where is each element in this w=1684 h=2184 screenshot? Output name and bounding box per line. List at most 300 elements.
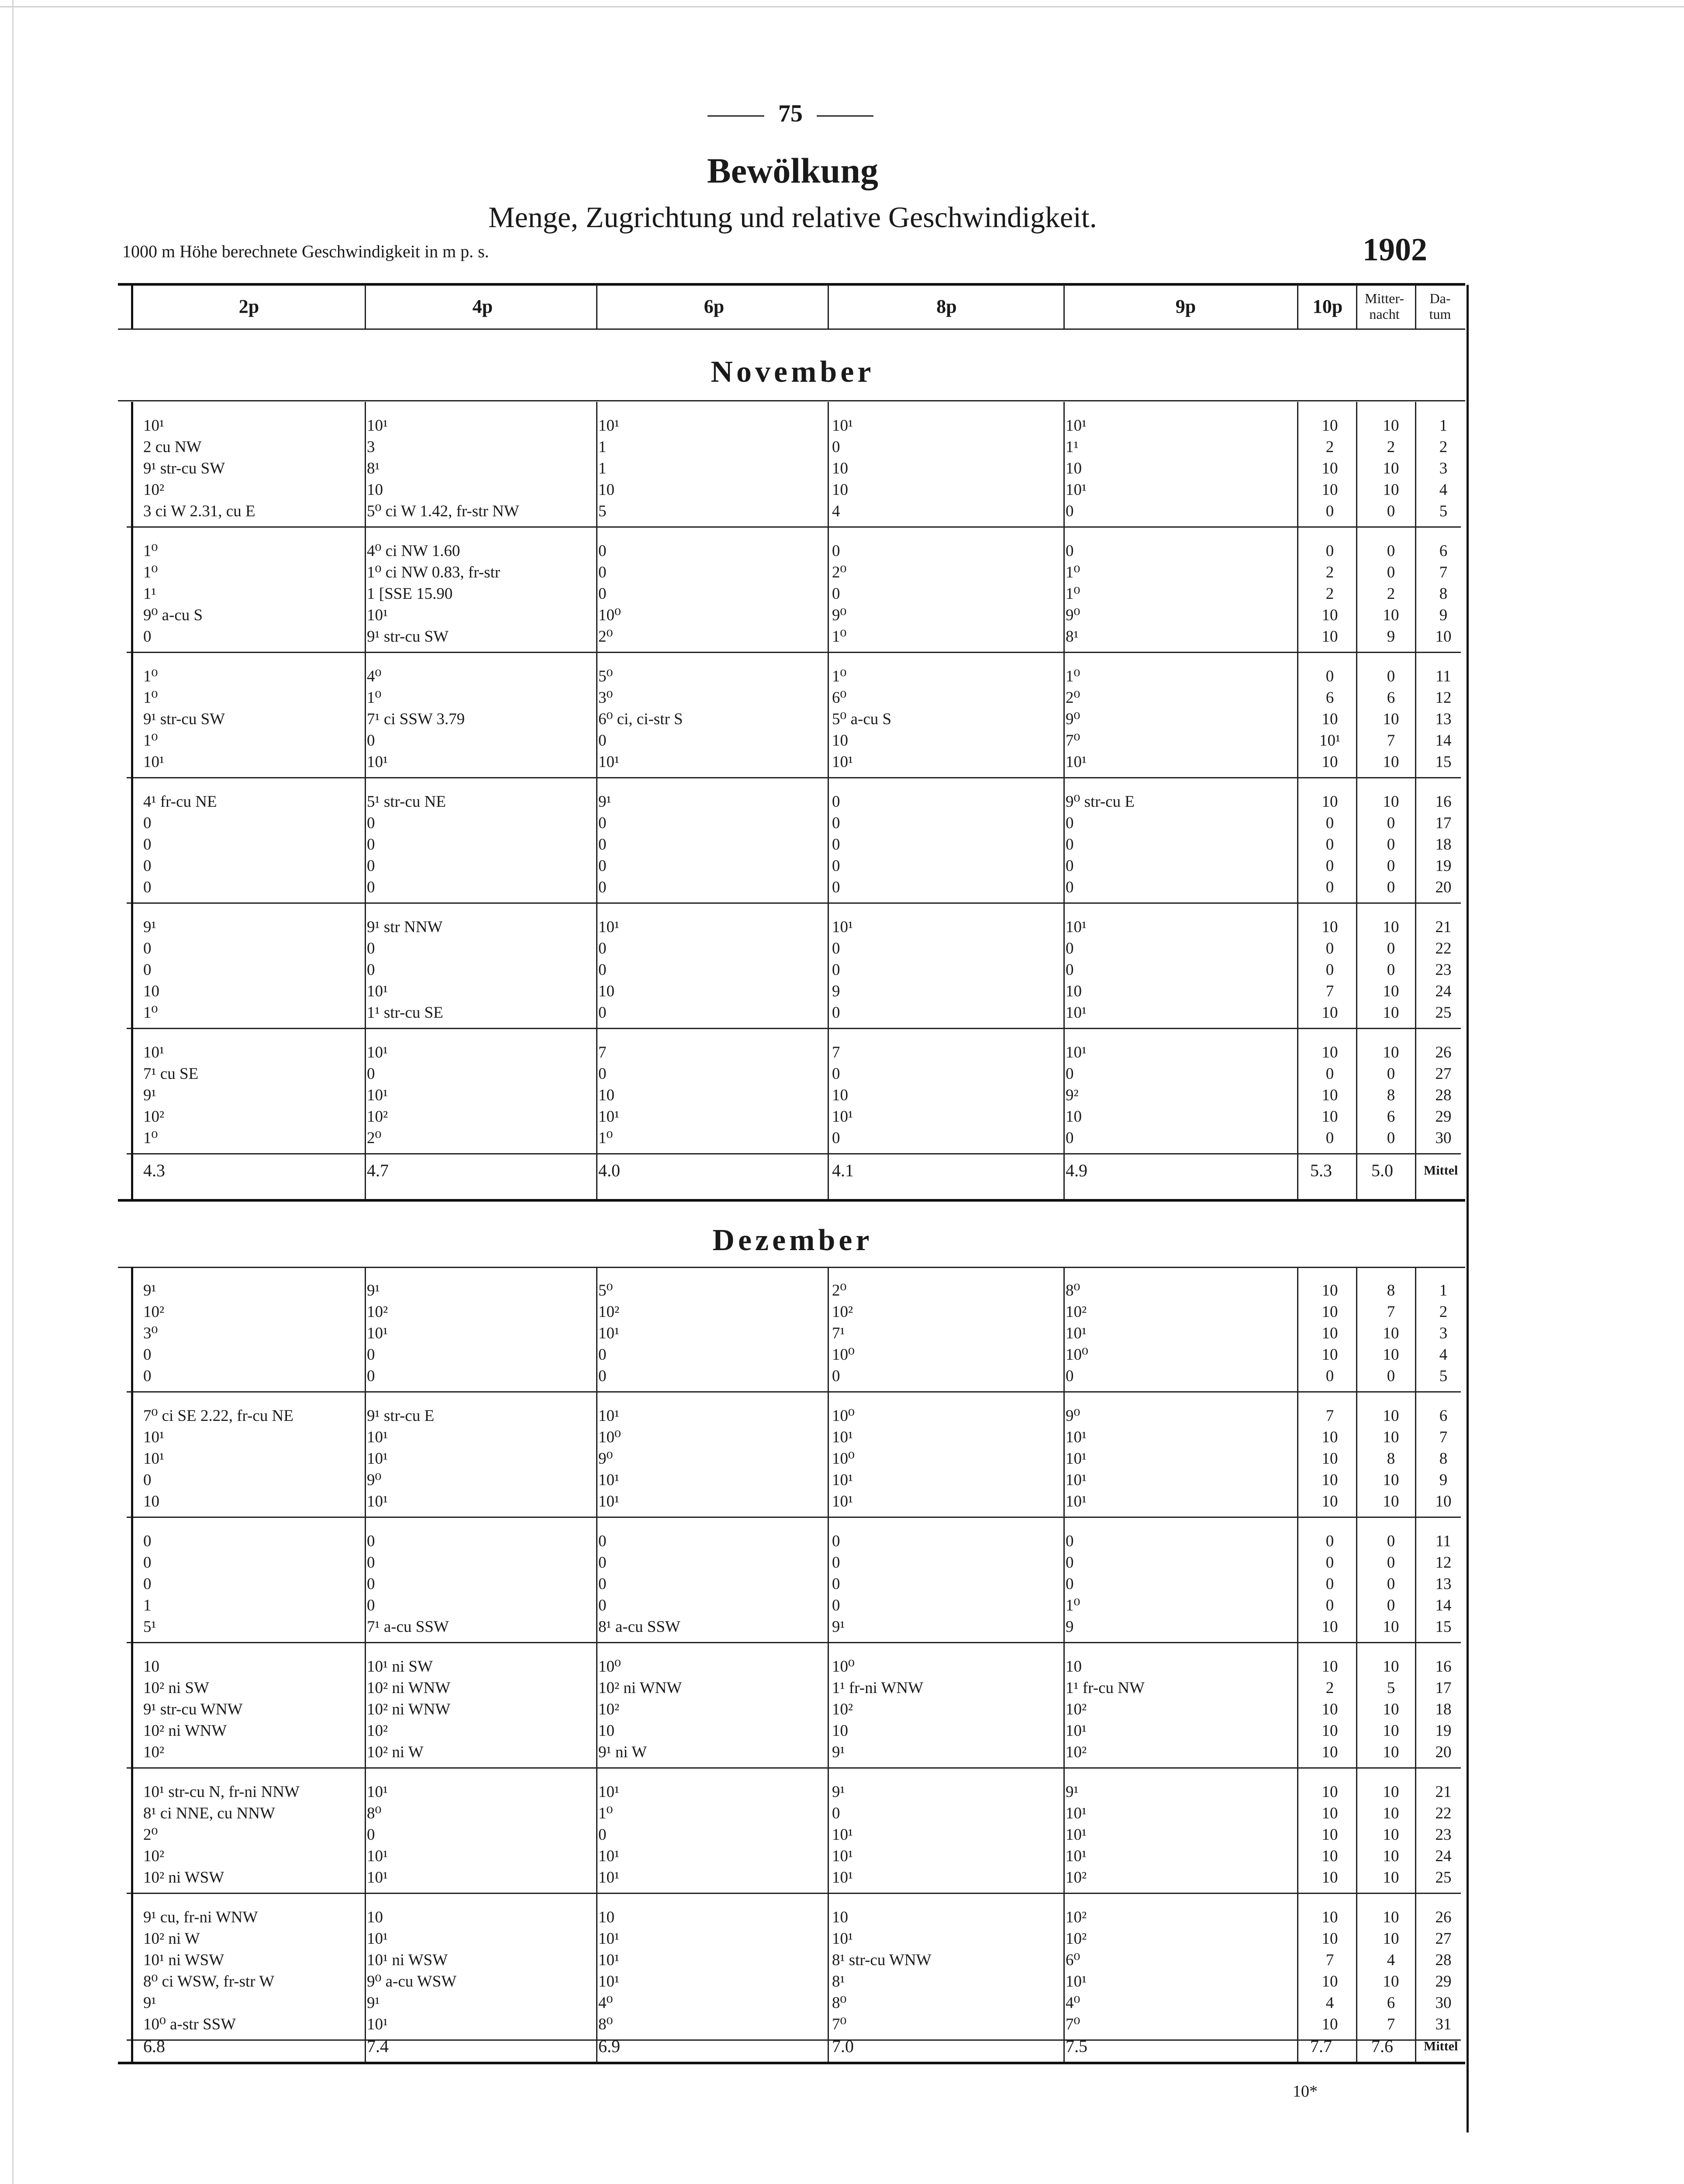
table-cell: 7 — [1325, 982, 1334, 1000]
group-rule — [127, 777, 1461, 778]
table-cell: 10 — [1383, 1847, 1399, 1865]
table-cell: 3⁰ — [598, 689, 613, 707]
table-cell: 2 — [1325, 563, 1334, 581]
table-cell: 10¹ — [598, 1847, 620, 1865]
date-cell: 11 — [1436, 1532, 1451, 1550]
table-cell: 10⁰ — [1066, 1346, 1088, 1364]
table-cell: 5 — [1387, 1679, 1395, 1697]
table-row — [131, 916, 1461, 938]
table-cell: 3 — [367, 438, 375, 456]
table-cell: 9² — [1066, 1086, 1079, 1104]
table-cell: 4⁰ — [598, 1994, 613, 2012]
table-cell: 10² — [143, 1743, 165, 1761]
table-cell: 0 — [598, 1826, 607, 1844]
table-cell: 7¹ ci SSW 3.79 — [367, 710, 465, 728]
table-cell: 10¹ — [143, 1044, 165, 1061]
table-cell: 10 — [832, 732, 848, 750]
table-cell: 10¹ — [367, 1847, 388, 1865]
table-cell: 0 — [143, 836, 152, 854]
table-cell: 1¹ str-cu SE — [367, 1004, 443, 1022]
table-row — [131, 1845, 1461, 1867]
table-cell: 10 — [1383, 1722, 1399, 1740]
table-cell: 9¹ — [598, 793, 611, 811]
page-title: Bewölkung — [707, 151, 878, 190]
table-cell: 1⁰ — [1066, 563, 1080, 581]
table-cell: 0 — [1066, 1065, 1074, 1083]
header-sep — [1297, 285, 1298, 328]
mean-value: 5.0 — [1371, 1161, 1393, 1180]
table-cell: 10 — [1322, 2015, 1338, 2033]
header-sep — [365, 285, 366, 328]
table-cell: 0 — [832, 1532, 840, 1550]
date-cell: 28 — [1435, 1086, 1452, 1104]
table-cell: 1⁰ — [1066, 667, 1080, 685]
table-row — [131, 877, 1461, 898]
table-cell: 10 — [1066, 1108, 1082, 1126]
table-cell: 3 ci W 2.31, cu E — [143, 502, 255, 520]
table-cell: 10¹ — [598, 753, 620, 771]
table-cell: 10¹ — [1066, 1324, 1087, 1342]
col-header-4p: 4p — [472, 295, 493, 317]
date-cell: 15 — [1435, 1618, 1452, 1636]
table-cell: 10¹ — [598, 1108, 620, 1126]
table-cell: 0 — [832, 438, 840, 456]
table-cell: 1⁰ — [1066, 1597, 1080, 1614]
table-cell: 10¹ — [1066, 417, 1087, 435]
table-cell: 0 — [1325, 542, 1334, 560]
table-row — [131, 1365, 1461, 1387]
date-cell: 5 — [1439, 1367, 1448, 1385]
table-cell: 1⁰ — [143, 542, 158, 560]
table-row — [131, 1552, 1461, 1573]
date-cell: 1 — [1439, 1282, 1448, 1299]
table-cell: 10¹ — [367, 417, 388, 435]
table-cell: 10 — [1383, 460, 1399, 477]
table-cell: 0 — [1325, 940, 1334, 957]
table-cell: 2⁰ — [598, 628, 613, 646]
table-cell: 10 — [1322, 460, 1338, 477]
table-cell: 9¹ — [1066, 1783, 1079, 1801]
table-cell: 9⁰ — [832, 606, 847, 624]
table-cell: 0 — [598, 814, 607, 832]
table-cell: 8¹ a-cu SSW — [598, 1618, 680, 1636]
table-cell: 4 — [832, 502, 840, 520]
month-top-rule — [118, 400, 1465, 401]
table-cell: 10 — [1322, 628, 1338, 646]
table-cell: 0 — [1325, 1065, 1334, 1083]
date-cell: 20 — [1435, 1743, 1452, 1761]
table-cell: 8¹ — [1066, 628, 1079, 646]
table-cell: 10¹ — [367, 1869, 388, 1887]
table-cell: 9⁰ — [367, 1471, 382, 1489]
table-cell: 0 — [1066, 857, 1074, 875]
table-cell: 10¹ — [143, 1428, 165, 1446]
column-rule — [1063, 402, 1065, 1199]
table-cell: 10¹ — [1066, 1004, 1087, 1022]
table-cell: 0 — [832, 1575, 840, 1593]
table-cell: 0 — [832, 836, 840, 854]
table-cell: 10 — [1322, 1346, 1338, 1364]
table-cell: 9¹ — [143, 1086, 156, 1104]
table-cell: 10¹ — [832, 1930, 853, 1948]
table-row — [131, 1907, 1461, 1928]
table-cell: 0 — [832, 857, 840, 875]
table-cell: 7 — [832, 1044, 840, 1061]
table-cell: 10⁰ — [598, 1428, 621, 1446]
table-cell: 0 — [143, 628, 152, 646]
date-cell: 8 — [1439, 1450, 1448, 1468]
table-cell: 0 — [598, 1532, 607, 1550]
table-cell: 9¹ — [367, 1994, 380, 2012]
table-cell: 10 — [1322, 606, 1338, 624]
table-cell: 10² — [1066, 1743, 1087, 1761]
table-cell: 10¹ — [1066, 1804, 1087, 1822]
table-cell: 10 — [367, 481, 383, 499]
table-cell: 0 — [143, 1471, 152, 1489]
table-cell: 7 — [1325, 1407, 1334, 1425]
table-cell: 10² — [367, 1722, 388, 1740]
table-cell: 4 — [1325, 1994, 1334, 2012]
table-cell: 10² — [367, 1108, 388, 1126]
table-cell: 10 — [1066, 460, 1082, 477]
day-group — [131, 791, 1461, 898]
date-cell: 28 — [1435, 1951, 1452, 1969]
month-top-rule — [118, 1267, 1465, 1268]
mean-row — [131, 1158, 1461, 1184]
table-cell: 9¹ — [832, 1783, 845, 1801]
table-cell: 10 — [1383, 1428, 1399, 1446]
date-cell: 3 — [1439, 1324, 1448, 1342]
table-cell: 0 — [598, 961, 607, 979]
table-row — [131, 730, 1461, 751]
col-header-midnight-2: nacht — [1369, 306, 1400, 322]
column-rule — [131, 1267, 133, 2062]
table-cell: 0 — [1066, 878, 1074, 896]
table-cell: 2 — [1325, 1679, 1334, 1697]
table-cell: 10² — [1066, 1869, 1087, 1887]
table-cell: 10¹ — [367, 1783, 388, 1801]
table-cell: 8⁰ — [367, 1804, 382, 1822]
column-rule — [596, 402, 597, 1199]
table-cell: 0 — [1066, 1532, 1074, 1550]
table-cell: 10 — [1383, 1658, 1399, 1676]
date-cell: 9 — [1439, 1471, 1448, 1489]
table-cell: 0 — [367, 1597, 375, 1614]
table-cell: 10 — [1322, 1658, 1338, 1676]
table-cell: 10² — [143, 1303, 165, 1321]
table-cell: 7⁰ — [832, 2015, 847, 2033]
table-cell: 10 — [1383, 1783, 1399, 1801]
day-group — [131, 1531, 1461, 1638]
table-row — [131, 1656, 1461, 1677]
table-cell: 9¹ — [367, 1282, 380, 1299]
table-cell: 4 — [1387, 1951, 1395, 1969]
table-cell: 10 — [143, 1658, 159, 1676]
table-cell: 10¹ — [1066, 1450, 1087, 1468]
table-cell: 6 — [1387, 1994, 1395, 2012]
table-cell: 10¹ — [832, 1826, 853, 1844]
table-cell: 10² ni WNW — [143, 1722, 227, 1740]
date-cell: 27 — [1435, 1930, 1452, 1948]
table-cell: 7¹ — [832, 1324, 845, 1342]
table-cell: 0 — [143, 940, 152, 957]
table-cell: 0 — [1066, 1367, 1074, 1385]
date-cell: 22 — [1435, 1804, 1452, 1822]
table-cell: 7⁰ — [1066, 732, 1080, 750]
group-rule — [127, 1028, 1461, 1029]
table-cell: 0 — [1325, 1554, 1334, 1572]
table-cell: 10² ni WSW — [143, 1869, 224, 1887]
column-rule — [1415, 402, 1416, 1199]
date-cell: 21 — [1435, 918, 1452, 936]
table-row — [131, 1127, 1461, 1149]
table-cell: 1⁰ — [143, 1129, 158, 1147]
table-row — [131, 1781, 1461, 1803]
col-header-date-2: tum — [1429, 306, 1451, 322]
table-row — [131, 1063, 1461, 1085]
table-cell: 10² — [367, 1303, 388, 1321]
table-cell: 1⁰ — [143, 563, 158, 581]
table-cell: 10 — [1322, 1303, 1338, 1321]
col-header-6p: 6p — [704, 295, 725, 317]
table-cell: 10 — [1383, 918, 1399, 936]
table-cell: 8⁰ — [1066, 1282, 1080, 1299]
table-cell: 0 — [367, 732, 375, 750]
table-cell: 10² — [832, 1700, 853, 1718]
table-row — [131, 708, 1461, 730]
table-cell: 0 — [1325, 857, 1334, 875]
table-cell: 0 — [143, 878, 152, 896]
table-cell: 9⁰ — [1066, 1407, 1080, 1425]
table-cell: 0 — [598, 1597, 607, 1614]
column-rule — [1356, 1267, 1357, 2062]
table-cell: 4⁰ ci NW 1.60 — [367, 542, 460, 560]
table-cell: 0 — [1387, 1367, 1395, 1385]
table-cell: 9¹ str-cu E — [367, 1407, 435, 1425]
table-cell: 9 — [832, 982, 840, 1000]
table-cell: 10 — [1383, 1346, 1399, 1364]
table-cell: 10¹ — [832, 1108, 853, 1126]
table-cell: 10 — [1383, 1930, 1399, 1948]
table-cell: 0 — [598, 836, 607, 854]
table-row — [131, 1949, 1461, 1971]
date-cell: 14 — [1435, 1597, 1452, 1614]
table-cell: 10 — [1322, 1044, 1338, 1061]
table-cell: 10¹ — [598, 1930, 620, 1948]
table-cell: 10 — [1322, 793, 1338, 811]
table-cell: 0 — [1066, 1575, 1074, 1593]
date-cell: 10 — [1435, 628, 1452, 646]
table-cell: 10¹ — [1066, 1847, 1087, 1865]
table-cell: 10¹ — [1066, 481, 1087, 499]
table-cell: 10 — [1383, 1618, 1399, 1636]
header-sep — [1415, 285, 1416, 328]
table-cell: 10² ni WNW — [367, 1700, 451, 1718]
mean-row — [131, 2033, 1461, 2060]
table-cell: 0 — [1387, 502, 1395, 520]
table-row — [131, 1971, 1461, 1992]
table-cell: 9⁰ — [598, 1450, 613, 1468]
table-cell: 10¹ — [832, 1428, 853, 1446]
table-cell: 10² — [598, 1303, 620, 1321]
table-cell: 5⁰ a-cu S — [832, 710, 892, 728]
table-cell: 10² — [1066, 1908, 1087, 1926]
table-cell: 10 — [1322, 1722, 1338, 1740]
table-cell: 8 — [1387, 1086, 1395, 1104]
table-cell: 10 — [1322, 1930, 1338, 1948]
table-cell: 0 — [598, 732, 607, 750]
page-number-text: 75 — [778, 100, 803, 127]
table-cell: 2⁰ — [832, 563, 847, 581]
table-cell: 10² ni W — [367, 1743, 424, 1761]
date-cell: 18 — [1435, 1700, 1452, 1718]
table-cell: 0 — [598, 1004, 607, 1022]
mean-value: 7.6 — [1371, 2036, 1393, 2056]
table-cell: 10¹ — [832, 918, 853, 936]
table-row — [131, 1448, 1461, 1469]
table-cell: 0 — [367, 814, 375, 832]
table-cell: 5¹ — [143, 1618, 156, 1636]
table-cell: 8¹ ci NNE, cu NNW — [143, 1804, 275, 1822]
table-cell: 10 — [1322, 918, 1338, 936]
table-cell: 0 — [143, 814, 152, 832]
table-row — [131, 1720, 1461, 1742]
group-rule — [127, 652, 1461, 653]
table-row — [131, 415, 1461, 436]
table-cell: 8 — [1387, 1282, 1395, 1299]
date-cell: 14 — [1435, 732, 1452, 750]
table-cell: 2 — [1387, 438, 1395, 456]
date-cell: 11 — [1436, 667, 1451, 685]
table-cell: 10¹ — [367, 982, 388, 1000]
table-cell: 9 — [1066, 1618, 1074, 1636]
table-cell: 7¹ a-cu SSW — [367, 1618, 449, 1636]
table-cell: 10¹ — [598, 1951, 620, 1969]
table-row — [131, 1301, 1461, 1323]
date-cell: 23 — [1435, 961, 1452, 979]
mean-value: 7.7 — [1310, 2036, 1332, 2056]
table-cell: 1⁰ — [143, 1004, 158, 1022]
table-row — [131, 1803, 1461, 1824]
group-rule — [127, 1893, 1461, 1894]
date-cell: 26 — [1435, 1044, 1452, 1061]
table-row — [131, 1992, 1461, 2014]
table-cell: 10¹ — [1066, 1973, 1087, 1990]
table-cell: 10 — [1322, 1783, 1338, 1801]
table-cell: 10¹ — [832, 417, 853, 435]
table-row — [131, 1491, 1461, 1512]
column-rule — [828, 1267, 829, 2062]
date-cell: 22 — [1435, 940, 1452, 957]
table-cell: 10 — [1383, 1471, 1399, 1489]
table-cell: 1⁰ — [832, 628, 847, 646]
table-cell: 10 — [1322, 1618, 1338, 1636]
table-row — [131, 2014, 1461, 2035]
table-cell: 10 — [1383, 1973, 1399, 1990]
table-cell: 0 — [1325, 1532, 1334, 1550]
table-cell: 10¹ — [598, 1324, 620, 1342]
table-cell: 0 — [1325, 1575, 1334, 1593]
table-cell: 10 — [1383, 481, 1399, 499]
table-cell: 7 — [1387, 2015, 1395, 2033]
table-cell: 8 — [1387, 1450, 1395, 1468]
table-cell: 3⁰ — [143, 1324, 158, 1342]
table-cell: 10¹ — [832, 1471, 853, 1489]
table-cell: 10 — [1322, 1493, 1338, 1510]
table-cell: 10¹ — [598, 1493, 620, 1510]
table-cell: 0 — [1387, 1597, 1395, 1614]
table-cell: 10 — [1383, 982, 1399, 1000]
table-cell: 9¹ ni W — [598, 1743, 647, 1761]
table-cell: 0 — [832, 1065, 840, 1083]
table-cell: 0 — [143, 1575, 152, 1593]
right-border-rule — [1467, 285, 1469, 2132]
date-cell: 18 — [1435, 836, 1452, 854]
date-cell: 4 — [1439, 1346, 1448, 1364]
date-cell: 27 — [1435, 1065, 1452, 1083]
group-rule — [127, 526, 1461, 528]
table-cell: 10 — [1383, 1004, 1399, 1022]
table-cell: 10 — [1383, 1826, 1399, 1844]
table-cell: 10 — [1322, 1282, 1338, 1299]
table-cell: 9¹ cu, fr-ni WNW — [143, 1908, 258, 1926]
table-cell: 0 — [832, 793, 840, 811]
table-cell: 5¹ str-cu NE — [367, 793, 446, 811]
table-cell: 0 — [367, 878, 375, 896]
table-cell: 5⁰ ci W 1.42, fr-str NW — [367, 502, 519, 520]
table-cell: 1¹ — [143, 585, 156, 603]
table-cell: 10² — [1066, 1303, 1087, 1321]
date-cell: 17 — [1435, 814, 1452, 832]
col-header-8p: 8p — [936, 295, 957, 317]
table-cell: 10 — [1066, 1658, 1082, 1676]
table-cell: 0 — [598, 1367, 607, 1385]
table-cell: 10¹ — [367, 1930, 388, 1948]
table-cell: 10¹ — [367, 1428, 388, 1446]
column-rule — [365, 402, 366, 1199]
mean-value: 4.0 — [598, 1161, 620, 1180]
table-cell: 0 — [367, 836, 375, 854]
column-rule — [596, 1267, 597, 2062]
table-cell: 10¹ — [832, 1493, 853, 1510]
table-cell: 0 — [1066, 502, 1074, 520]
date-cell: 12 — [1435, 689, 1452, 707]
table-cell: 0 — [1387, 961, 1395, 979]
table-cell: 10¹ — [598, 918, 620, 936]
date-cell: 2 — [1439, 438, 1448, 456]
date-cell: 20 — [1435, 878, 1452, 896]
table-cell: 10² — [143, 481, 165, 499]
page-subtitle: Menge, Zugrichtung und relative Geschwindigkeit. — [488, 200, 1097, 234]
table-cell: 4⁰ — [367, 667, 382, 685]
table-cell: 0 — [143, 1554, 152, 1572]
table-cell: 0 — [1325, 667, 1334, 685]
table-cell: 1⁰ — [367, 689, 382, 707]
column-rule — [1415, 1267, 1416, 2062]
table-cell: 1 — [598, 438, 607, 456]
mean-value: 6.9 — [598, 2036, 620, 2056]
header-left-rule — [131, 285, 133, 328]
table-cell: 10¹ — [367, 1493, 388, 1510]
table-cell: 1⁰ — [143, 667, 158, 685]
table-cell: 10¹ — [1066, 1471, 1087, 1489]
date-cell: 25 — [1435, 1004, 1452, 1022]
table-cell: 0 — [367, 1826, 375, 1844]
table-cell: 10 — [832, 460, 848, 477]
table-cell: 10 — [1322, 481, 1338, 499]
date-cell: 29 — [1435, 1108, 1452, 1126]
table-cell: 0 — [367, 1367, 375, 1385]
